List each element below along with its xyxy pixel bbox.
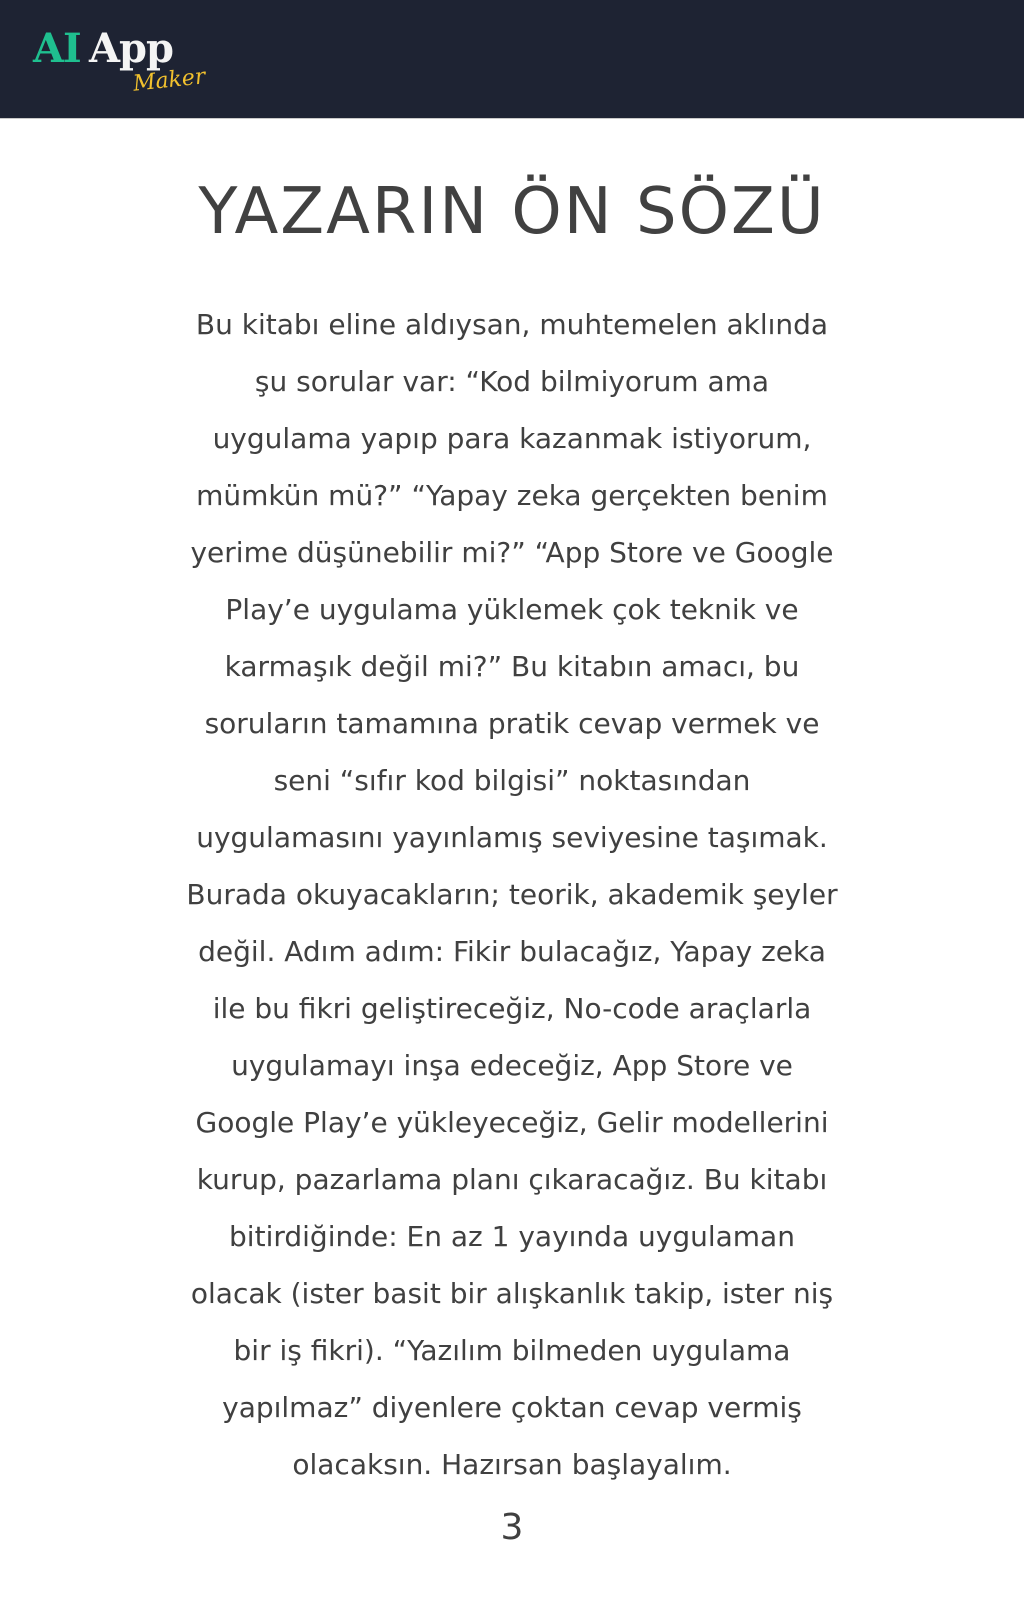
paragraph-line: mümkün mü?” “Yapay zeka gerçekten benim xyxy=(196,479,828,512)
paragraph-line: seni “sıfır kod bilgisi” noktasından xyxy=(273,764,751,797)
paragraph-line: Google Play’e yükleyeceğiz, Gelir modellerini xyxy=(195,1106,829,1139)
paragraph-line: olacaksın. Hazırsan başlayalım. xyxy=(292,1448,732,1481)
logo-app-text: App xyxy=(89,25,173,72)
paragraph-line: olacak (ister basit bir alışkanlık takip, ister niş xyxy=(190,1277,834,1310)
paragraph-line: yerime düşünebilir mi?” “App Store ve Google xyxy=(190,536,834,569)
paragraph-line: Bu kitabı eline aldıysan, muhtemelen aklında xyxy=(195,308,829,341)
paragraph-line: bitirdiğinde: En az 1 yayında uygulaman xyxy=(229,1220,795,1253)
paragraph-line: ile bu fikri geliştireceğiz, No-code araçlarla xyxy=(212,992,812,1025)
paragraph-line: yapılmaz” diyenlere çoktan cevap vermiş xyxy=(222,1391,802,1424)
preface-paragraph xyxy=(140,296,884,1493)
paragraph-line: kurup, pazarlama planı çıkaracağız. Bu kitabı xyxy=(196,1163,828,1196)
page-title: YAZARIN ÖN SÖZÜ xyxy=(198,175,826,249)
paragraph-line: karmaşık değil mi?” Bu kitabın amacı, bu xyxy=(224,650,800,683)
paragraph-line: değil. Adım adım: Fikir bulacağız, Yapay zeka xyxy=(198,935,826,968)
logo-maker-script: Maker xyxy=(131,64,207,97)
page-number: 3 xyxy=(500,1507,524,1548)
app-header xyxy=(0,0,1024,119)
paragraph-line: uygulamayı inşa edeceğiz, App Store ve xyxy=(231,1049,793,1082)
paragraph-line: bir iş fikri). “Yazılım bilmeden uygulama xyxy=(233,1334,791,1367)
paragraph-line: Burada okuyacakların; teorik, akademik şeyler xyxy=(186,878,838,911)
logo-ai-text: AI xyxy=(33,25,81,72)
paragraph-line: soruların tamamına pratik cevap vermek ve xyxy=(204,707,820,740)
ai-app-maker-logo[interactable] xyxy=(33,26,208,116)
paragraph-line: şu sorular var: “Kod bilmiyorum ama xyxy=(254,365,770,398)
paragraph-line: Play’e uygulama yüklemek çok teknik ve xyxy=(225,593,799,626)
paragraph-line: uygulamasını yayınlamış seviyesine taşımak. xyxy=(196,821,828,854)
paragraph-line: uygulama yapıp para kazanmak istiyorum, xyxy=(212,422,812,455)
